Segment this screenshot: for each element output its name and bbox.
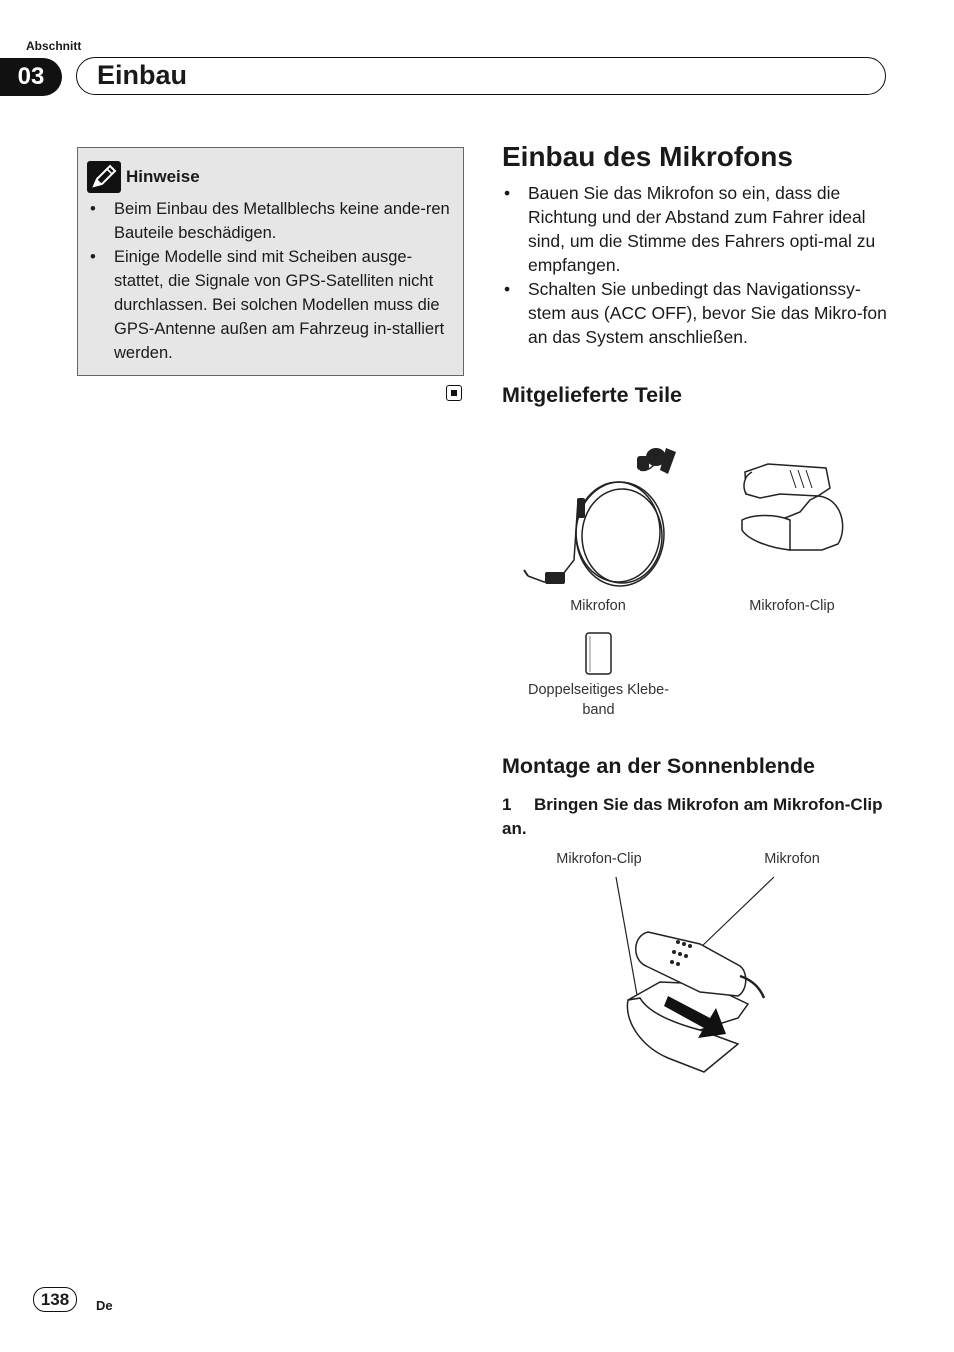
mounting-heading: Montage an der Sonnenblende	[502, 754, 815, 778]
caption-mic-clip: Mikrofon-Clip	[749, 598, 835, 614]
language-code: De	[96, 1298, 113, 1313]
main-bullet-item: • Schalten Sie unbedingt das Navigationssy-stem aus (ACC OFF), bevor Sie das Mikro-fon an das System anschließen.	[503, 277, 898, 349]
chapter-number: 03	[0, 58, 62, 96]
notes-title: Hinweise	[126, 167, 200, 186]
label-microphone: Mikrofon	[764, 851, 820, 867]
section-label: Abschnitt	[26, 39, 82, 53]
parts-heading: Mitgelieferte Teile	[502, 383, 683, 407]
page-number: 138	[33, 1287, 77, 1312]
step-text: Bringen Sie das Mikrofon am Mikrofon-Clip an.	[502, 795, 883, 838]
main-bullet-item: • Bauen Sie das Mikrofon so ein, dass die Richtung und der Abstand zum Fahrer ideal sind, um die Stimme des Fahrers opti-mal zu empfangen.	[503, 181, 898, 277]
caption-adhesive-tape: Doppelseitiges Klebe-band	[527, 682, 670, 718]
main-heading: Einbau des Mikrofons	[502, 141, 793, 172]
step-number: 1	[502, 795, 512, 814]
label-mic-clip: Mikrofon-Clip	[556, 851, 642, 867]
notes-item: • Beim Einbau des Metallblechs keine ande-ren Bauteile beschädigen.	[89, 197, 459, 245]
chapter-title: Einbau	[97, 60, 188, 90]
notes-item: • Einige Modelle sind mit Scheiben ausge-stattet, die Signale von GPS-Satelliten nicht durchlassen. Bei solchen Modellen muss die GPS-Antenne außen am Fahrzeug in-stalliert werden.	[89, 245, 459, 365]
caption-microphone: Mikrofon	[570, 598, 626, 614]
